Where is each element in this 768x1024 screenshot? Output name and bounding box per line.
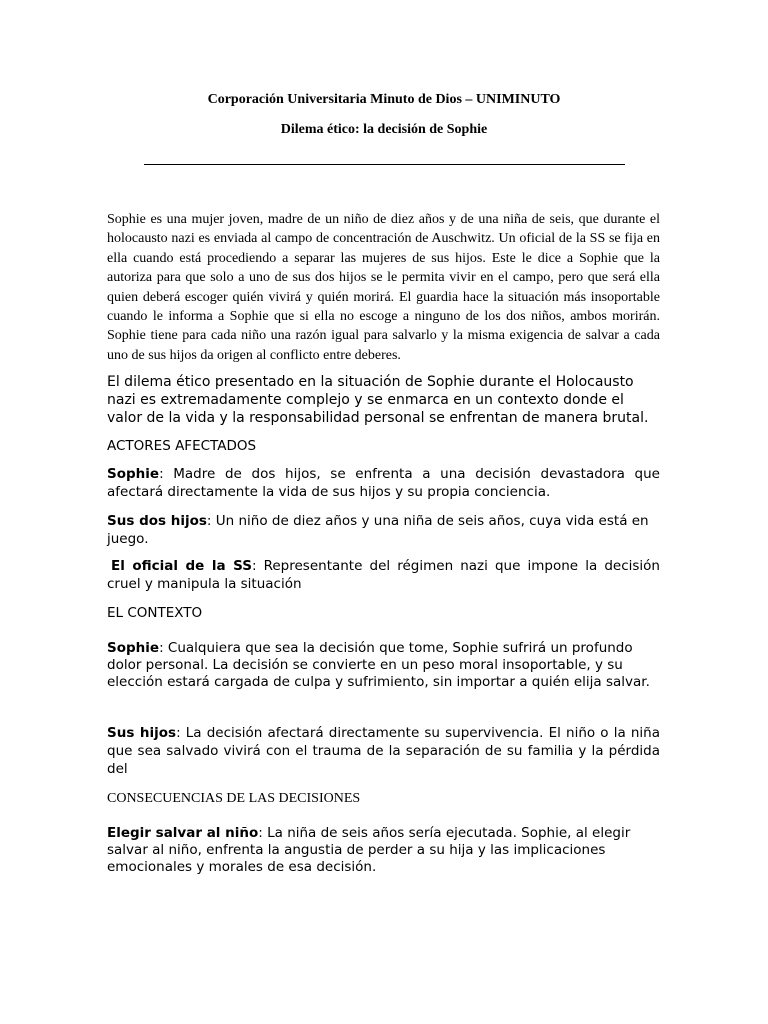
consequences-heading: CONSECUENCIAS DE LAS DECISIONES (107, 791, 361, 806)
actor-term: Sus dos hijos (107, 513, 207, 529)
actor-item-children (107, 512, 660, 548)
context-item-children (107, 724, 660, 778)
context-text: : La decisión afectará directamente su supervivencia. El niño o la niña que sea salvado vivirá con el trauma de la separación de su familia y la pérdida del (107, 725, 660, 777)
document-title: Dilema ético: la decisión de Sophie (280, 122, 488, 137)
dilemma-paragraph: El dilema ético presentado en la situación de Sophie durante el Holocausto nazi es extremadamente complejo y se enmarca en un contexto donde el valor de la vida y la responsabilidad personal se enfrentan de manera brutal. (107, 374, 649, 426)
consequence-item-save-boy (107, 825, 660, 876)
actors-heading: ACTORES AFECTADOS (107, 438, 257, 454)
actor-item-sophie (107, 465, 660, 501)
context-heading: EL CONTEXTO (107, 605, 203, 621)
consequence-term: Elegir salvar al niño (107, 825, 259, 841)
context-term: Sophie (107, 640, 160, 656)
actor-item-officer (107, 557, 660, 593)
context-term: Sus hijos (107, 725, 177, 741)
context-item-sophie (107, 640, 660, 691)
actor-text: : Madre de dos hijos, se enfrenta a una decisión devastadora que afectará directamente la vida de sus hijos y su propia conciencia. (107, 466, 660, 500)
actor-text: : Representante del régimen nazi que impone la decisión cruel y manipula la situación (107, 558, 660, 592)
header-divider (144, 164, 625, 165)
context-text: : Cualquiera que sea la decisión que tome, Sophie sufrirá un profundo dolor personal. La decisión se convierte en un peso moral insoportable, y su elección estará cargada de culpa y sufrimiento, sin importar a quién elija salvar. (107, 640, 650, 690)
actor-term: Sophie (107, 466, 160, 482)
consequence-text: : La niña de seis años sería ejecutada. Sophie, al elegir salvar al niño, enfrenta la angustia de perder a su hija y las implicaciones emocionales y morales de esa decisión. (107, 825, 631, 875)
intro-paragraph: Sophie es una mujer joven, madre de un niño de diez años y de una niña de seis, que durante el holocausto nazi es enviada al campo de concentración de Auschwitz. Un oficial de la SS se fija en ella cuando está procediendo a separar las mujeres de sus hijos. Este le dice a Sophie que la autoriza para que solo a uno de sus dos hijos se le permita vivir en el campo, pero que será ella quien deberá escoger quién vivirá y quién morirá. El guardia hace la situación más insoportable cuando le informa a Sophie que si ella no escoge a ninguno de los dos niños, ambos morirán. Sophie tiene para cada niño una razón igual para salvarlo y la misma exigencia de salvar a cada uno de sus hijos da origen al conflicto entre deberes. (107, 212, 660, 363)
institution-heading: Corporación Universitaria Minuto de Dios – UNIMINUTO (207, 92, 561, 107)
actor-text: : Un niño de diez años y una niña de seis años, cuya vida está en juego. (107, 513, 649, 547)
actor-term: El oficial de la SS (111, 558, 252, 574)
